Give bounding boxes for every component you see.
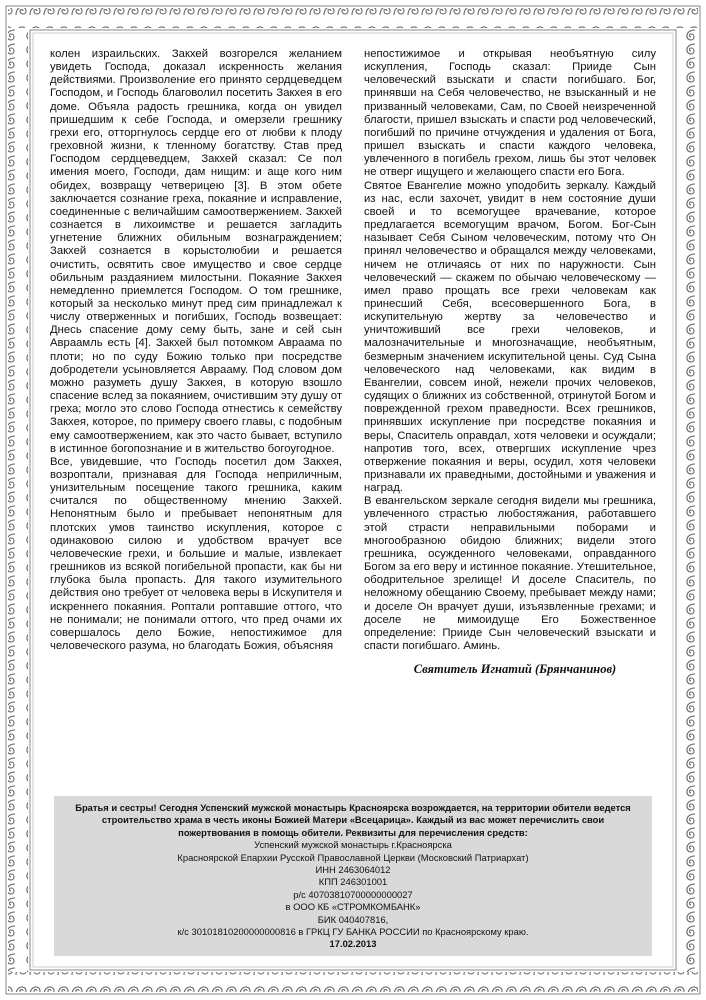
appeal-text: Братья и сестры! Сегодня Успенский мужской монастырь Красноярска возрождается, на территории обители ведется строительство храма в честь иконы Божией Матери «Всецарица». Каждый из вас может перечислить свои пожертвования в помощь обители. Реквизиты для перечисления средств:: [75, 802, 631, 838]
page-content: [50, 48, 656, 960]
requisites-line: КПП 246301001: [318, 876, 388, 888]
paragraph: Все, увидевшие, что Господь посетил дом Закхея, возроптали, признавая для Господа неприличным, унизительным посещение такого грешника, каким считался по общественному мнению Закхей. Непонятным было и пребывает непонятным для плотских умов таинство искупления, которое с одинаковою силою и удобством врачует все человеческие грехи, и большие и малые, извлекает грешников из всякой погибельной пропасти, как бы ни глубока была пропасть. Для такого изумительного действия оно требует от человека веры в Искупителя и искреннего покаяния. Роптали роптавшие оттого, что не понимали; не понимали оттого, что пред очами их совершалось дело Божие, непостижимое для человеческого разума, но благодать Божия, объясняя: [50, 455, 342, 653]
paragraph: колен израильских. Закхей возгорелся желанием увидеть Господа, доказал искренность желания действиями. Произволение его принято сердцеведцем Господом, и Господь благоволил посетить Закхея в его доме. Объяла радость грешника, когда он увидел пришедшим к себе Господа, и омерзели грешнику грехи его, отторгнулось сердце его от любви к плоду греховной жизни, к тленному богатству. Став пред Господом сердцеведцем, Закхей сказал: Се пол имения моего, Господи, дам нищим: и аще кого ним обидех, возвращу четверицею [3]. В этом обете заключается сознание греха, покаяние и исправление, соединенные с величайшим самоотвержением. Закхей сознается в лихоимстве и решается загладить угнетение ближних обильным вознаграждением; Закхей сознается в корыстолюбии и решается очистить, освятить свое имущество и свое сердце обильным раздаянием милостыни. Покаяние Закхея немедленно приемлется Господом. О том грешнике, который за несколько минут пред сим принадлежал к числу отверженных и погибших, Господь возвещает: Днесь спасение дому сему быть, зане и сей сын Авраамль есть [4]. Закхей был потомком Авраама по плоти; но по суду Божию только при посредстве добродетели усыновляется Аврааму. Под словом дом можно разуметь душу Закхея, в которую взошло спасение вслед за покаянием, очистившим эту душу от греха; могло это слово Господа отнестись к семейству Закхея, которое, по примеру своего главы, с подобным ему самоотвержением, как это часто бывает, вступило в истинное богопознание и в жительство богоугодное.: [50, 48, 342, 455]
paragraph: непостижимое и открывая необъятную силу искупления, Господь сказал: Прииде Сын человеческий взыскати и спасти погибшаго. Бог, принявши на Себя человечество, не взысканный и не призванный человеками, Сам, по Своей неизреченной благости, пришел взыскать и спасти род человеческий, погибший по причине отчуждения и удаления от Бога, пришел взыскать и спасти каждого человека, увлеченного в погибель грехом, лишь бы этот человек не отверг ищущего и желающего спасти его Бога.: [364, 48, 656, 179]
requisites-line: Успенский мужской монастырь г.Красноярска: [254, 839, 452, 851]
requisites-line: к/с 30101810200000000816 в ГРКЦ ГУ БАНКА РОССИИ по Красноярскому краю.: [177, 926, 529, 938]
donation-appeal-box: [54, 796, 652, 956]
requisites-line: ИНН 2463064012: [315, 864, 391, 876]
requisites-line: р/с 40703810700000000027: [293, 888, 413, 900]
requisites-line: в ООО КБ «СТРОМКОМБАНК»: [285, 901, 421, 913]
publication-date: 17.02.2013: [329, 938, 377, 950]
paragraph: В евангельском зеркале сегодня видели мы грешника, увлеченного страстью любостяжания, работавшего этой страсти неправильными поборами и многообразною обидою ближних; видели этого грешника, осужденного человеками, оправданного Богом за его веру и истинное покаяние. Утешительное, ободрительное зрелище! И доселе Спаситель, по неложному обещанию Своему, пребывает между нами; и доселе Он врачует души, изъязвленные грехами; и доселе не мимоидуще Его Божественное определение: Прииде Сын человеческий взыскати и спасти погибшаго. Аминь.: [364, 495, 656, 653]
text-columns: [50, 48, 656, 778]
left-column: [50, 48, 342, 778]
author-signature: Святитель Игнатий (Брянчанинов): [413, 662, 617, 677]
paragraph: Святое Евангелие можно уподобить зеркалу. Каждый из нас, если захочет, увидит в нем состояние души своей и то всемогущее врачевание, которое предлагается всемогущим врачом, Богом. Бог-Сын называет Себя Сыном человеческим, потому что Он принял человечество и обращался между человеками, ничем не отличаясь от них по наружности. Сын человеческий — скажем по обычаю человеческому — имел право прощать все грехи человекам как принесший Себя, всесовершенного Бога, в искупительную жертву за человечество и уничтоживший все грехи человеков, и малозначительные и многозначащие, необъятным, безмерным значением искупительной цены. Суд Сына человеческого над человеками, как видим в Евангелии, совсем иной, нежели прочих человеков, судящих о ближних из собственной, отринутой Богом и поврежденной грехом праведности. Всех грешников, принявших искупление при посредстве покаяния и веры, Спаситель оправдал, хотя человеки и осуждали; напротив того, всех, отвергших искупление чрез отвержение покаяния и веры, осудил, хотя человеки признавали их праведными, достойными и уважения и наград.: [364, 179, 656, 495]
requisites-line: Красноярской Епархии Русской Православной Церкви (Московский Патриархат): [177, 851, 529, 863]
right-column: [364, 48, 656, 778]
requisites-line: БИК 040407816,: [317, 913, 389, 925]
